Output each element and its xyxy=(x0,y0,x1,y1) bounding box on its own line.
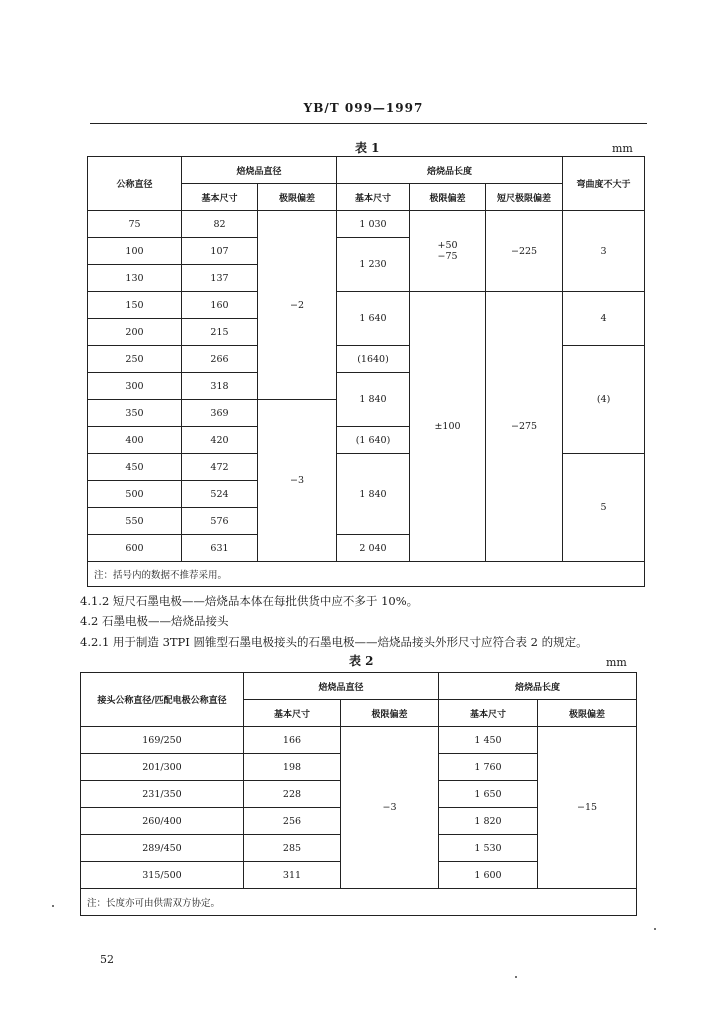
diameter-cell: 256 xyxy=(244,808,341,835)
hdr-fired-length: 焙烧品长度 xyxy=(337,157,563,184)
hdr-length-limit-deviation: 极限偏差 xyxy=(410,184,486,211)
scan-speck xyxy=(654,928,656,930)
hdr-max-bend: 弯曲度不大于 xyxy=(563,157,645,211)
length-cell: 2 040 xyxy=(337,535,410,562)
bend-cell: 3 xyxy=(563,211,645,292)
length-cell: 1 030 xyxy=(337,211,410,238)
diameter-cell: 369 xyxy=(182,400,258,427)
length-cell: 1 230 xyxy=(337,238,410,292)
table1 xyxy=(87,156,645,587)
nominal-cell: 250 xyxy=(88,346,182,373)
page-number: 52 xyxy=(100,953,114,966)
bend-cell: (4) xyxy=(563,346,645,454)
nominal-cell: 300 xyxy=(88,373,182,400)
length-cell: 1 450 xyxy=(439,727,538,754)
diameter-cell: 107 xyxy=(182,238,258,265)
len-dev-a xyxy=(410,211,486,292)
nominal-cell: 500 xyxy=(88,481,182,508)
nominal-cell: 100 xyxy=(88,238,182,265)
diameter-cell: 198 xyxy=(244,754,341,781)
length-cell: 1 820 xyxy=(439,808,538,835)
table1-caption: 表 1 xyxy=(355,141,380,155)
para-4-2-1: 4.2.1 用于制造 3TPI 圆锥型石墨电极接头的石墨电极——焙烧品接头外形尺寸应符合表 2 的规定。 xyxy=(80,635,588,649)
short-dev-a: −225 xyxy=(486,211,563,292)
diameter-cell: 166 xyxy=(244,727,341,754)
header-rule xyxy=(90,123,647,124)
hdr-nominal-diameter: 公称直径 xyxy=(88,157,182,211)
length-cell: 1 840 xyxy=(337,373,410,427)
table2-note: 注：长度亦可由供需双方协定。 xyxy=(81,889,637,916)
nominal-cell: 200 xyxy=(88,319,182,346)
joint-cell: 231/350 xyxy=(81,781,244,808)
hdr-joint-diameter: 接头公称直径/匹配电极公称直径 xyxy=(81,673,244,727)
hdr-length-basic-size: 基本尺寸 xyxy=(439,700,538,727)
length-cell: (1640) xyxy=(337,346,410,373)
diameter-cell: 631 xyxy=(182,535,258,562)
dia-dev-b: −3 xyxy=(258,400,337,562)
table1-note: 注：括号内的数据不推荐采用。 xyxy=(88,562,645,587)
scan-speck xyxy=(52,905,54,907)
length-cell: 1 650 xyxy=(439,781,538,808)
diameter-cell: 472 xyxy=(182,454,258,481)
nominal-cell: 550 xyxy=(88,508,182,535)
diameter-cell: 82 xyxy=(182,211,258,238)
bend-cell: 5 xyxy=(563,454,645,562)
length-cell: 1 600 xyxy=(439,862,538,889)
hdr-fired-diameter: 焙烧品直径 xyxy=(182,157,337,184)
standard-code: YB/T 099—1997 xyxy=(303,101,424,115)
hdr-basic-size: 基本尺寸 xyxy=(182,184,258,211)
dia-dev: −3 xyxy=(341,727,439,889)
diameter-cell: 228 xyxy=(244,781,341,808)
bend-cell: 4 xyxy=(563,292,645,346)
hdr-fired-length: 焙烧品长度 xyxy=(439,673,637,700)
hdr-length-basic-size: 基本尺寸 xyxy=(337,184,410,211)
table2-caption: 表 2 xyxy=(349,654,374,668)
diameter-cell: 318 xyxy=(182,373,258,400)
nominal-cell: 600 xyxy=(88,535,182,562)
diameter-cell: 420 xyxy=(182,427,258,454)
diameter-cell: 215 xyxy=(182,319,258,346)
nominal-cell: 130 xyxy=(88,265,182,292)
length-cell: (1 640) xyxy=(337,427,410,454)
table2 xyxy=(80,672,637,916)
para-4-2: 4.2 石墨电极——焙烧品接头 xyxy=(80,614,229,628)
hdr-limit-deviation: 极限偏差 xyxy=(341,700,439,727)
len-dev: −15 xyxy=(538,727,637,889)
diameter-cell: 137 xyxy=(182,265,258,292)
hdr-short-limit-deviation: 短尺极限偏差 xyxy=(486,184,563,211)
joint-cell: 169/250 xyxy=(81,727,244,754)
table1-unit: mm xyxy=(612,142,633,155)
scan-speck xyxy=(515,976,517,978)
short-dev-b: −275 xyxy=(486,292,563,562)
diameter-cell: 576 xyxy=(182,508,258,535)
diameter-cell: 524 xyxy=(182,481,258,508)
hdr-fired-diameter: 焙烧品直径 xyxy=(244,673,439,700)
table2-unit: mm xyxy=(606,656,627,669)
len-dev-a-bottom: −75 xyxy=(437,251,458,262)
length-cell: 1 840 xyxy=(337,454,410,535)
nominal-cell: 150 xyxy=(88,292,182,319)
length-cell: 1 760 xyxy=(439,754,538,781)
diameter-cell: 160 xyxy=(182,292,258,319)
nominal-cell: 75 xyxy=(88,211,182,238)
hdr-basic-size: 基本尺寸 xyxy=(244,700,341,727)
dia-dev-a: −2 xyxy=(258,211,337,400)
hdr-length-limit-deviation: 极限偏差 xyxy=(538,700,637,727)
joint-cell: 315/500 xyxy=(81,862,244,889)
para-4-1-2: 4.1.2 短尺石墨电极——焙烧品本体在每批供货中应不多于 10%。 xyxy=(80,594,419,608)
length-cell: 1 530 xyxy=(439,835,538,862)
diameter-cell: 285 xyxy=(244,835,341,862)
len-dev-b: ±100 xyxy=(410,292,486,562)
joint-cell: 289/450 xyxy=(81,835,244,862)
nominal-cell: 350 xyxy=(88,400,182,427)
len-dev-a-top: +50 xyxy=(437,240,458,251)
diameter-cell: 266 xyxy=(182,346,258,373)
nominal-cell: 450 xyxy=(88,454,182,481)
nominal-cell: 400 xyxy=(88,427,182,454)
length-cell: 1 640 xyxy=(337,292,410,346)
joint-cell: 260/400 xyxy=(81,808,244,835)
diameter-cell: 311 xyxy=(244,862,341,889)
joint-cell: 201/300 xyxy=(81,754,244,781)
hdr-limit-deviation: 极限偏差 xyxy=(258,184,337,211)
